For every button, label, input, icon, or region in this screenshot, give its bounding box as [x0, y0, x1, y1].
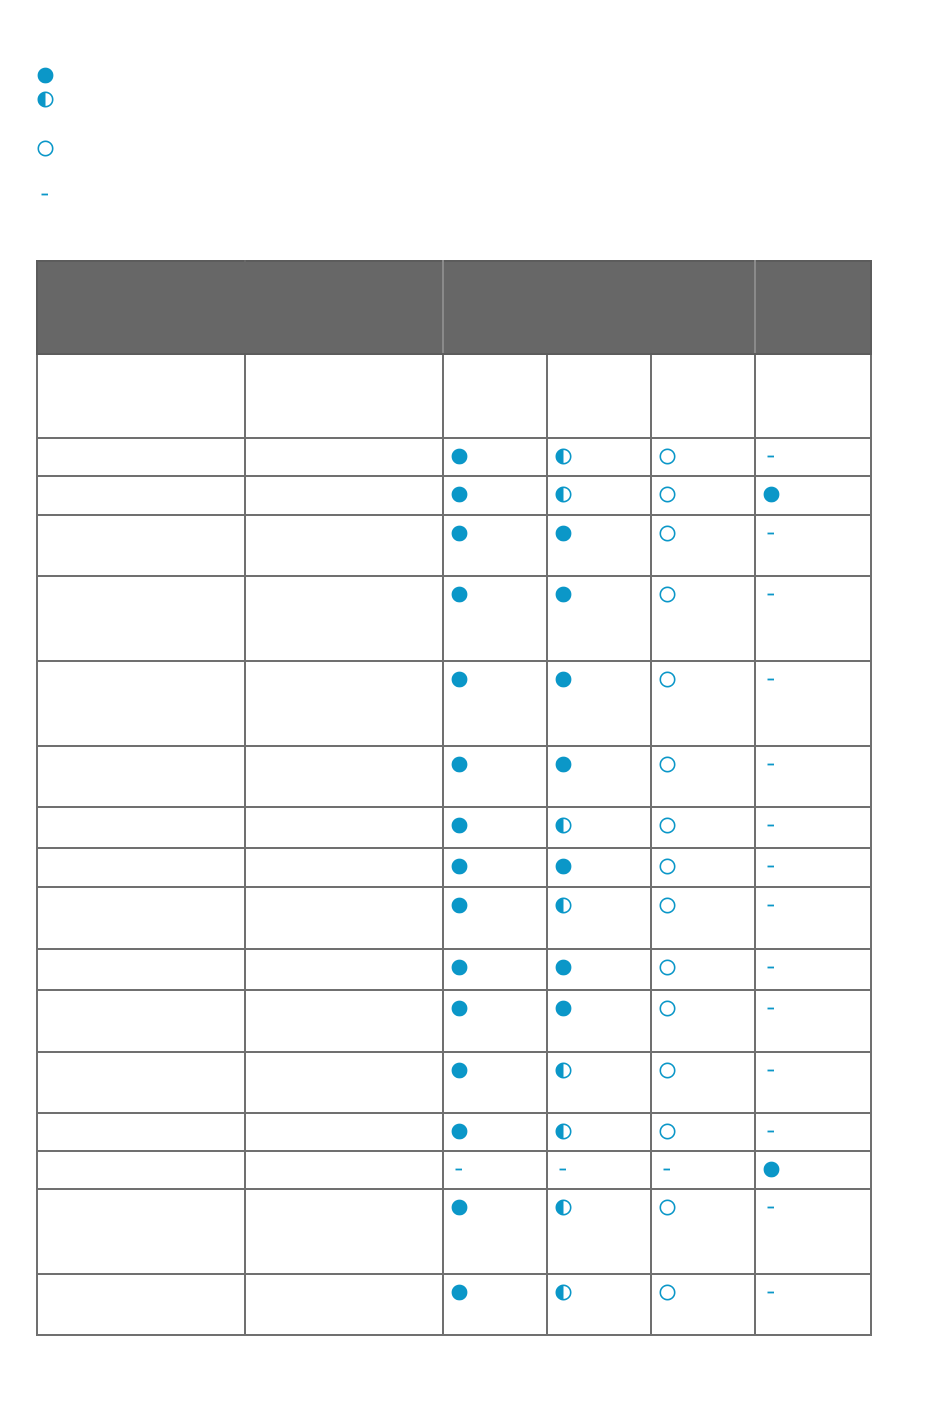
- full-circle-icon: [451, 858, 468, 875]
- empty-circle-icon: [659, 486, 676, 503]
- dash-icon: [763, 959, 780, 976]
- full-circle-icon: [451, 1000, 468, 1017]
- table-row: [37, 438, 871, 476]
- full-circle-icon: [555, 671, 572, 688]
- row-desc-cell: [245, 848, 443, 887]
- full-circle-icon: [451, 1123, 468, 1140]
- dash-icon: [763, 671, 780, 688]
- rating-cell: [651, 1113, 755, 1151]
- full-circle-icon: [555, 1000, 572, 1017]
- row-desc-cell: [245, 1113, 443, 1151]
- table-header-row: [37, 261, 871, 354]
- rating-cell: [547, 1052, 651, 1113]
- rating-cell: [651, 848, 755, 887]
- full-circle-icon: [451, 671, 468, 688]
- rating-cell: [651, 1052, 755, 1113]
- row-label-cell: [37, 887, 245, 948]
- rating-cell: [651, 1274, 755, 1335]
- rating-cell: [651, 990, 755, 1052]
- full-circle-icon: [763, 486, 780, 503]
- rating-cell: [755, 576, 871, 661]
- rating-cell: [547, 1151, 651, 1189]
- table-row: [37, 848, 871, 887]
- dash-icon: [763, 817, 780, 834]
- rating-cell: [443, 746, 547, 807]
- row-desc-cell: [245, 949, 443, 990]
- row-desc-cell: [245, 661, 443, 746]
- rating-cell: [651, 438, 755, 476]
- rating-cell: [755, 661, 871, 746]
- rating-cell: [547, 1274, 651, 1335]
- legend-full-circle-icon: [37, 67, 54, 84]
- full-circle-icon: [555, 525, 572, 542]
- full-circle-icon: [555, 586, 572, 603]
- row-desc-cell: [245, 576, 443, 661]
- rating-cell: [443, 515, 547, 576]
- subheader-cell: [547, 354, 651, 438]
- rating-cell: [755, 1274, 871, 1335]
- table-row: [37, 807, 871, 848]
- empty-circle-icon: [659, 959, 676, 976]
- rating-cell: [755, 438, 871, 476]
- full-circle-icon: [451, 525, 468, 542]
- rating-cell: [443, 848, 547, 887]
- table-row: [37, 949, 871, 990]
- row-desc-cell: [245, 807, 443, 848]
- row-label-cell: [37, 949, 245, 990]
- empty-circle-icon: [659, 897, 676, 914]
- row-label-cell: [37, 1274, 245, 1335]
- rating-cell: [443, 887, 547, 948]
- dash-icon: [763, 1284, 780, 1301]
- empty-circle-icon: [659, 1062, 676, 1079]
- half-circle-icon: [555, 817, 572, 834]
- table-row: [37, 746, 871, 807]
- full-circle-icon: [451, 897, 468, 914]
- full-circle-icon: [555, 959, 572, 976]
- rating-cell: [651, 949, 755, 990]
- rating-cell: [443, 1151, 547, 1189]
- rating-cell: [651, 887, 755, 948]
- dash-icon: [763, 897, 780, 914]
- full-circle-icon: [451, 486, 468, 503]
- row-label-cell: [37, 848, 245, 887]
- rating-cell: [547, 807, 651, 848]
- rating-cell: [651, 1189, 755, 1274]
- full-circle-icon: [451, 959, 468, 976]
- empty-circle-icon: [659, 858, 676, 875]
- table-row: [37, 1189, 871, 1274]
- row-label-cell: [37, 746, 245, 807]
- rating-cell: [443, 1052, 547, 1113]
- row-label-cell: [37, 515, 245, 576]
- rating-cell: [547, 1189, 651, 1274]
- row-label-cell: [37, 807, 245, 848]
- full-circle-icon: [763, 1161, 780, 1178]
- half-circle-icon: [555, 1123, 572, 1140]
- empty-circle-icon: [659, 1123, 676, 1140]
- rating-cell: [547, 990, 651, 1052]
- rating-cell: [443, 1274, 547, 1335]
- subheader-cell: [651, 354, 755, 438]
- rating-cell: [547, 476, 651, 515]
- rating-cell: [755, 1113, 871, 1151]
- rating-cell: [651, 515, 755, 576]
- table-row: [37, 1052, 871, 1113]
- rating-cell: [547, 1113, 651, 1151]
- rating-cell: [651, 476, 755, 515]
- rating-cell: [443, 1189, 547, 1274]
- header-cell-group: [443, 261, 755, 354]
- row-label-cell: [37, 576, 245, 661]
- rating-cell: [443, 949, 547, 990]
- dash-icon: [451, 1161, 468, 1178]
- rating-cell: [755, 476, 871, 515]
- row-desc-cell: [245, 1189, 443, 1274]
- full-circle-icon: [555, 858, 572, 875]
- dash-icon: [763, 1123, 780, 1140]
- row-label-cell: [37, 1189, 245, 1274]
- rating-cell: [755, 807, 871, 848]
- rating-cell: [443, 576, 547, 661]
- header-cell-a: [37, 261, 245, 354]
- rating-cell: [755, 1151, 871, 1189]
- subheader-cell: [443, 354, 547, 438]
- table-row: [37, 661, 871, 746]
- half-circle-icon: [555, 448, 572, 465]
- table-row: [37, 1151, 871, 1189]
- header-cell-b: [245, 261, 443, 354]
- subheader-cell: [37, 354, 245, 438]
- dash-icon: [763, 1199, 780, 1216]
- rating-cell: [547, 515, 651, 576]
- row-desc-cell: [245, 515, 443, 576]
- empty-circle-icon: [659, 671, 676, 688]
- rating-cell: [547, 848, 651, 887]
- rating-cell: [755, 848, 871, 887]
- rating-cell: [755, 887, 871, 948]
- rating-cell: [651, 661, 755, 746]
- dash-icon: [763, 1000, 780, 1017]
- row-label-cell: [37, 1151, 245, 1189]
- subheader-cell: [245, 354, 443, 438]
- half-circle-icon: [555, 897, 572, 914]
- dash-icon: [763, 586, 780, 603]
- empty-circle-icon: [659, 756, 676, 773]
- full-circle-icon: [451, 756, 468, 773]
- rating-cell: [443, 438, 547, 476]
- row-label-cell: [37, 1052, 245, 1113]
- rating-cell: [443, 476, 547, 515]
- row-desc-cell: [245, 746, 443, 807]
- row-label-cell: [37, 438, 245, 476]
- dash-icon: [763, 1062, 780, 1079]
- empty-circle-icon: [659, 1000, 676, 1017]
- row-desc-cell: [245, 476, 443, 515]
- rating-cell: [755, 949, 871, 990]
- rating-cell: [547, 438, 651, 476]
- row-desc-cell: [245, 1274, 443, 1335]
- rating-cell: [651, 807, 755, 848]
- row-label-cell: [37, 990, 245, 1052]
- table-row: [37, 1274, 871, 1335]
- empty-circle-icon: [659, 1199, 676, 1216]
- rating-cell: [651, 746, 755, 807]
- empty-circle-icon: [659, 448, 676, 465]
- table-row: [37, 576, 871, 661]
- rating-cell: [755, 1052, 871, 1113]
- rating-cell: [755, 990, 871, 1052]
- rating-cell: [547, 746, 651, 807]
- subheader-cell: [755, 354, 871, 438]
- rating-cell: [443, 1113, 547, 1151]
- rating-cell: [443, 807, 547, 848]
- empty-circle-icon: [659, 1284, 676, 1301]
- rating-cell: [755, 515, 871, 576]
- full-circle-icon: [555, 756, 572, 773]
- table-subheader-row: [37, 354, 871, 438]
- rating-cell: [443, 661, 547, 746]
- row-desc-cell: [245, 887, 443, 948]
- full-circle-icon: [451, 1199, 468, 1216]
- rating-cell: [547, 949, 651, 990]
- rating-cell: [547, 661, 651, 746]
- header-cell-last: [755, 261, 871, 354]
- half-circle-icon: [555, 1062, 572, 1079]
- half-circle-icon: [555, 1284, 572, 1301]
- row-label-cell: [37, 661, 245, 746]
- table-row: [37, 887, 871, 948]
- table-row: [37, 1113, 871, 1151]
- row-label-cell: [37, 1113, 245, 1151]
- full-circle-icon: [451, 448, 468, 465]
- rating-cell: [755, 1189, 871, 1274]
- comparison-table: [36, 260, 872, 1336]
- table-row: [37, 515, 871, 576]
- dash-icon: [555, 1161, 572, 1178]
- row-desc-cell: [245, 1052, 443, 1113]
- full-circle-icon: [451, 1284, 468, 1301]
- row-desc-cell: [245, 1151, 443, 1189]
- table-row: [37, 476, 871, 515]
- rating-cell: [755, 746, 871, 807]
- row-desc-cell: [245, 990, 443, 1052]
- rating-cell: [547, 887, 651, 948]
- empty-circle-icon: [659, 525, 676, 542]
- rating-cell: [443, 990, 547, 1052]
- legend-dash-icon: [37, 186, 54, 203]
- row-desc-cell: [245, 438, 443, 476]
- rating-cell: [547, 576, 651, 661]
- rating-cell: [651, 576, 755, 661]
- full-circle-icon: [451, 817, 468, 834]
- full-circle-icon: [451, 586, 468, 603]
- dash-icon: [763, 858, 780, 875]
- row-label-cell: [37, 476, 245, 515]
- full-circle-icon: [451, 1062, 468, 1079]
- half-circle-icon: [555, 486, 572, 503]
- dash-icon: [763, 525, 780, 542]
- half-circle-icon: [555, 1199, 572, 1216]
- empty-circle-icon: [659, 817, 676, 834]
- legend-half-circle-icon: [37, 91, 54, 108]
- legend-empty-circle-icon: [37, 140, 54, 157]
- table-row: [37, 990, 871, 1052]
- dash-icon: [763, 448, 780, 465]
- dash-icon: [659, 1161, 676, 1178]
- dash-icon: [763, 756, 780, 773]
- rating-cell: [651, 1151, 755, 1189]
- empty-circle-icon: [659, 586, 676, 603]
